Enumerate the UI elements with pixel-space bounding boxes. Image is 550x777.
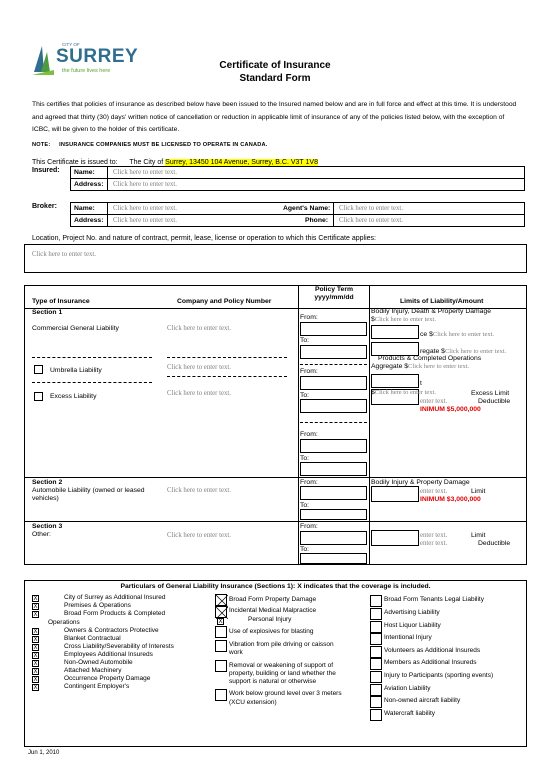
logo-name: SURREY xyxy=(56,46,139,67)
excess-checkbox[interactable] xyxy=(34,392,43,401)
occurrence-limit-field: ce $Click here to enter text. xyxy=(420,331,495,338)
excess-label: Excess Liability xyxy=(50,393,97,400)
coverage-checkbox[interactable] xyxy=(215,640,227,652)
minimum-3m: INIMUM $3,000,000 xyxy=(420,496,481,503)
auto-bodily-label: Bodily Injury & Property Damage xyxy=(371,479,470,486)
footer-date: Jun 1, 2010 xyxy=(28,750,60,756)
broker-address-field[interactable]: Click here to enter text. xyxy=(113,217,177,224)
coverage-x-checkbox[interactable]: X xyxy=(33,612,38,618)
coverage-checkbox[interactable] xyxy=(370,709,382,721)
particulars-title: Particulars of General Liability Insurance (Sections 1): X indicates that the coverage is included. xyxy=(120,583,431,590)
umbrella-from-label: From: xyxy=(300,368,318,375)
col-term-header-1: Policy Term xyxy=(314,286,354,293)
coverage-checkbox[interactable] xyxy=(215,594,227,606)
coverage-checkbox[interactable] xyxy=(215,660,227,672)
section-3-label: Section 3 xyxy=(32,523,63,530)
coverage-label: Removal or weakening of support of xyxy=(229,662,334,669)
coverage-checkbox[interactable] xyxy=(370,633,382,645)
excess-to-label: To: xyxy=(300,392,310,399)
coverage-label: Incidental Medical Malpractice xyxy=(229,607,317,614)
excess-policy-field[interactable]: Click here to enter text. xyxy=(167,390,231,397)
coverage-label: Contingent Employer's xyxy=(64,683,130,690)
extra-from-input[interactable] xyxy=(300,439,367,453)
coverage-label: Employees Additional Insureds xyxy=(64,651,153,658)
col-company-header: Company and Policy Number xyxy=(177,298,272,305)
coverage-label: Broad Form Tenants Legal Liability xyxy=(384,596,484,603)
coverage-x-checkbox[interactable]: X xyxy=(33,669,38,675)
coverage-checkbox[interactable] xyxy=(215,606,227,618)
coverage-label: Operations xyxy=(48,619,80,626)
page-subtitle: Standard Form xyxy=(239,73,311,84)
cgl-to-input[interactable] xyxy=(300,345,367,359)
coverage-checkbox[interactable] xyxy=(370,621,382,633)
other-limit-field[interactable]: enter text. xyxy=(420,532,448,539)
minimum-5m: INIMUM $5,000,000 xyxy=(420,406,481,413)
coverage-label: Injury to Participants (sporting events) xyxy=(384,672,494,679)
coverage-checkbox[interactable] xyxy=(370,696,382,708)
broker-name-label: Name: xyxy=(74,205,95,212)
coverage-label: Broad Form Property Damage xyxy=(229,596,317,603)
coverage-label: Attached Machinery xyxy=(64,667,122,674)
insured-name-field[interactable]: Click here to enter text. xyxy=(113,169,177,176)
coverage-label: Use of explosives for blasting xyxy=(229,628,314,635)
broker-name-field[interactable]: Click here to enter text. xyxy=(113,205,177,212)
auto-limit-label: Limit xyxy=(471,488,486,495)
other-deductible-field[interactable]: enter text. xyxy=(420,540,448,547)
insured-address-field[interactable]: Click here to enter text. xyxy=(113,181,177,188)
other-deductible-label: Deductible xyxy=(478,540,511,547)
coverage-label: Volunteers as Additional Insureds xyxy=(384,647,481,654)
logo xyxy=(32,40,139,82)
issued-to-label: This Certificate is issued to: xyxy=(32,159,118,166)
broker-address-label: Address: xyxy=(74,217,104,224)
products-ops-label: Products & Completed Operations xyxy=(378,355,482,362)
insured-label: Insured: xyxy=(32,167,60,174)
insured-name-label: Name: xyxy=(74,169,95,176)
limit-box-3[interactable] xyxy=(371,374,419,388)
coverage-x-checkbox[interactable]: X xyxy=(33,629,38,635)
cgl-from-label: From: xyxy=(300,314,318,321)
other-policy-field[interactable]: Click here to enter text. xyxy=(167,532,231,539)
section-1-label: Section 1 xyxy=(32,309,63,316)
coverage-label: Vibration from pile driving or caisson xyxy=(229,641,334,648)
other-to-input[interactable] xyxy=(300,553,367,564)
broker-phone-field[interactable]: Click here to enter text. xyxy=(339,217,403,224)
coverage-checkbox[interactable] xyxy=(370,671,382,683)
coverage-label: Owners & Contractors Protective xyxy=(64,627,159,634)
auto-policy-field[interactable]: Click here to enter text. xyxy=(167,487,231,494)
cgl-policy-field[interactable]: Click here to enter text. xyxy=(167,325,231,332)
coverage-x-checkbox[interactable]: X xyxy=(33,604,38,610)
coverage-label: property, building or land whether the xyxy=(229,670,336,677)
location-field[interactable]: Click here to enter text. xyxy=(32,251,96,258)
logo-city-of: CITY OF xyxy=(62,42,80,47)
coverage-label: Premises & Operations xyxy=(64,602,131,609)
extra-from-label: From: xyxy=(300,431,318,438)
logo-mark-icon xyxy=(32,42,56,78)
auto-from-input[interactable] xyxy=(300,486,367,500)
coverage-x-checkbox[interactable]: X xyxy=(33,685,38,691)
auto-to-input[interactable] xyxy=(300,509,367,520)
auto-from-label: From: xyxy=(300,479,318,486)
location-box xyxy=(24,244,527,273)
coverage-label: Work below ground level over 3 meters xyxy=(229,690,342,697)
umbrella-policy-field[interactable]: Click here to enter text. xyxy=(167,364,231,371)
coverage-label: Broad Form Products & Completed xyxy=(64,610,166,617)
coverage-label: (XCU extension) xyxy=(229,699,277,706)
excess-deductible-field[interactable]: enter text. xyxy=(420,398,448,405)
logo-tagline: the future lives here xyxy=(62,68,111,74)
umbrella-from-input[interactable] xyxy=(300,376,367,390)
coverage-checkbox[interactable] xyxy=(370,684,382,696)
coverage-label: Blanket Contractual xyxy=(64,635,121,642)
auto-limit-field[interactable]: enter text. xyxy=(420,488,448,495)
coverage-x-checkbox[interactable]: X xyxy=(218,619,223,625)
auto-limit-box[interactable] xyxy=(371,486,419,502)
coverage-label: Occurrence Property Damage xyxy=(64,675,151,682)
coverage-label: Non-Owned Automobile xyxy=(64,659,133,666)
other-from-input[interactable] xyxy=(300,531,367,545)
coverage-checkbox[interactable] xyxy=(215,626,227,638)
coverage-checkbox[interactable] xyxy=(215,689,227,701)
cgl-to-label: To: xyxy=(300,337,310,344)
coverage-label: Non-owned aircraft liability xyxy=(384,697,461,704)
excess-limit-amount: $Click here to enter text. xyxy=(371,389,436,396)
umbrella-limit-frag: t xyxy=(420,380,422,387)
broker-phone-label: Phone: xyxy=(305,217,329,224)
coverage-x-checkbox[interactable]: X xyxy=(33,645,38,651)
excess-limit-label: Excess Limit xyxy=(471,390,510,397)
extra-to-input[interactable] xyxy=(300,462,367,476)
coverage-label: Host Liquor Liability xyxy=(384,622,441,629)
coverage-x-checkbox[interactable]: X xyxy=(33,661,38,667)
coverage-label: Advertising Liability xyxy=(384,609,440,616)
coverage-x-checkbox[interactable]: X xyxy=(33,637,38,643)
coverage-checkbox[interactable] xyxy=(370,595,382,607)
other-from-label: From: xyxy=(300,523,318,530)
excess-to-input[interactable] xyxy=(300,399,367,413)
coverage-label: Members as Additional Insureds xyxy=(384,659,477,666)
cgl-occurrence-limit: $Click here to enter text. xyxy=(371,316,436,323)
products-aggregate-field: Aggregate $Click here to enter text. xyxy=(371,363,470,370)
coverage-label: City of Surrey as Additional Insured xyxy=(64,594,166,601)
extra-to-label: To: xyxy=(300,455,310,462)
umbrella-label: Umbrella Liability xyxy=(50,367,102,374)
coverage-x-checkbox[interactable]: X xyxy=(33,653,38,659)
other-to-label: To: xyxy=(300,546,310,553)
excess-deductible-label: Deductible xyxy=(478,398,511,405)
agent-name-field[interactable]: Click here to enter text. xyxy=(339,205,403,212)
location-label: Location, Project No. and nature of contract, permit, lease, license or operation to which this Certificate applies: xyxy=(32,235,376,242)
broker-label: Broker: xyxy=(32,203,57,210)
coverage-label: Cross Liability/Severability of Interests xyxy=(64,643,174,650)
auto-label-2: vehicles) xyxy=(32,495,59,502)
coverage-label: Personal Injury xyxy=(248,616,292,623)
bodily-injury-label: Bodily Injury, Death & Property Damage xyxy=(371,308,492,315)
issued-to-row xyxy=(32,159,318,166)
aggregate-limit-field: regate $Click here to enter text. xyxy=(420,348,507,355)
coverage-checkbox[interactable] xyxy=(370,658,382,670)
coverage-x-checkbox[interactable]: X xyxy=(33,677,38,683)
issued-to-prefix: The City of xyxy=(129,159,166,166)
col-limits-header: Limits of Liability/Amount xyxy=(400,298,484,305)
page-title: Certificate of Insurance xyxy=(219,60,331,71)
limit-box-1[interactable] xyxy=(371,325,419,339)
coverage-checkbox[interactable] xyxy=(370,608,382,620)
limit-box-2[interactable] xyxy=(371,342,419,356)
col-type-header: Type of Insurance xyxy=(32,298,90,305)
insured-address-label: Address: xyxy=(74,181,104,188)
coverage-checkbox[interactable] xyxy=(370,646,382,658)
coverage-label: Intentional Injury xyxy=(384,634,432,641)
cgl-from-input[interactable] xyxy=(300,322,367,336)
auto-to-label: To: xyxy=(300,502,310,509)
other-limit-box[interactable] xyxy=(371,530,419,546)
auto-label-1: Automobile Liability (owned or leased xyxy=(32,487,145,494)
cgl-label: Commercial General Liability xyxy=(32,325,119,332)
umbrella-checkbox[interactable] xyxy=(34,365,43,374)
other-limit-label: Limit xyxy=(471,532,486,539)
coverage-x-checkbox[interactable]: X xyxy=(33,596,38,602)
issued-to-address: Surrey, 13450 104 Avenue, Surrey, B.C. V3T 1V8 xyxy=(165,159,318,166)
intro-paragraph: This certifies that policies of insurance as described below have been issued to the Insured named below and are in full force and effect at this time. It is understood and agreed that thirty (30) days' written notice of cancellation or reduction in applicable limit of insurance of any of the policies listed below, with the exception of ICBC, will be given to the holder of this certificate. xyxy=(32,101,517,134)
section-2-label: Section 2 xyxy=(32,479,63,486)
coverage-label: work xyxy=(229,649,243,656)
agent-name-label: Agent's Name: xyxy=(283,205,331,212)
col-term-header-2: yyyy/mm/dd xyxy=(314,294,354,301)
other-label: Other: xyxy=(32,531,51,538)
licensing-note: NOTE: INSURANCE COMPANIES MUST BE LICENSED TO OPERATE IN CANADA. xyxy=(32,142,268,148)
coverage-label: Aviation Liability xyxy=(384,685,431,692)
coverage-label: support is natural or otherwise xyxy=(229,678,317,685)
coverage-label: Watercraft liability xyxy=(384,710,436,717)
